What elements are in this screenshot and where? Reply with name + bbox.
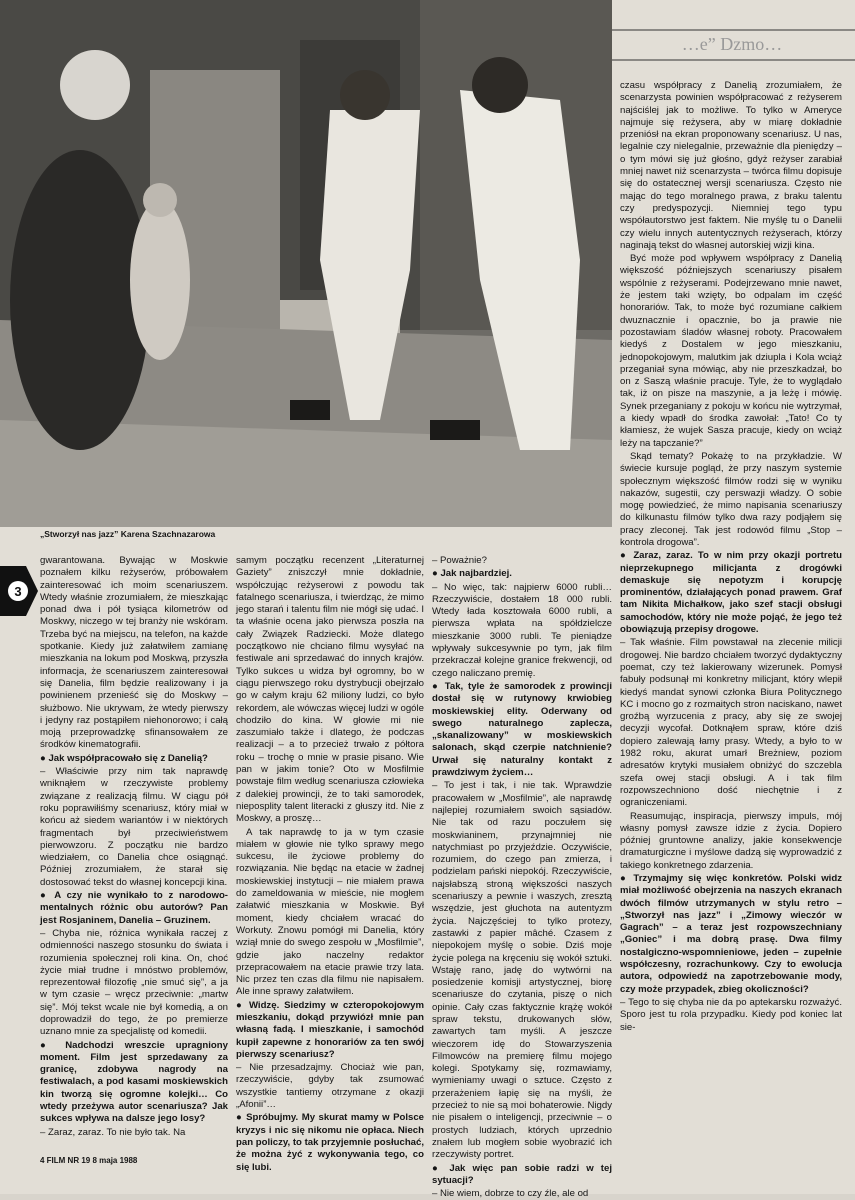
article-paragraph: samym początku recenzent „Literaturnej Gaziety” zniszczył mnie dokładnie, współczując reżyserowi z powodu tak fatalnego scenariusza, i twierdząc, że mimo jego starań i talentu film nie mógł się udać. I ta właśnie ocena jako pierwsza poszła na cały Związek Radziecki. Może dlatego początkowo nie chciano filmu wysyłać na festiwale ani sprzedawać do innych krajów. Tylko sukces u widza był ogromny, bo w ciągu pierwszego roku dystrybucji obejrzało go w całym kraju 62 miliony ludzi, co było rekordem, ale wówczas więcej ludzi w ogóle chodziło do kina. W głowie mi nie zaszumiało także i dlatego, że podczas realizacji – a to przecież trwało z półtora roku – trochę o mnie w prasie pisano. Wie pan w jakim tonie? Oto w Mosfilmie powstaje film według scenariusza człowieka z dalekiej prowincji, że to taki samorodek, nieposplity talent literacki z głuszy itd. Nie z Moskwy, a proszę… bbox=[236, 555, 424, 825]
column-3 bbox=[432, 555, 612, 1200]
page-number: 3 bbox=[14, 584, 22, 599]
article-paragraph: – Właściwie przy nim tak naprawdę wniknąłem w rzeczywiste problemy związane z realizacją filmu. W ciągu pół roku poprawiłiśmy scenariusz, który miał w końcu aż siedem wariantów i w niektórych fragmentach był przeciwieństwem pierwowzoru. Z początku nie bardzo wiedziałem, co Danelia chce osiągnąć. Później zrozumiałem, że starał się dostosować tekst do własnej koncepcji kina. bbox=[40, 766, 228, 888]
right-column bbox=[620, 80, 842, 1180]
article-paragraph: A tak naprawdę to ja w tym czasie miałem w głowie nie tylko sprawy mego sukcesu, ile życiowe problemy do rozwiązania. Nie będąc na etacie w żadnej moskiewskiej instytucji – nie miałem prawa do zameldowania w mieście, nie mogłem załatwić mieszkania w Moskwie. Był moment, kiedy chciałem wracać do Workuty. Znowu pomógł mi Danelia, który wziął mnie do swego zespołu w „Mosfilmie”, gdzie jako naczelny redaktor przepracowałem na etacie prawie trzy lata. Nic przez ten czas dla filmu nie napisałem. Ale inne sprawy załatwiłem. bbox=[236, 826, 424, 998]
article-paragraph: Skąd tematy? Pokażę to na przykładzie. W świecie kursuje pogląd, że przy naszym systemie społecznym większość filmów rodzi się w wyniku nakazów, sugestii, czy perswazji władzy. O sobie mogę powiedzieć, że mimo napisania scenariuszy do kilkunastu filmów tylko dwa razy podjąłem się pracy zleconej. Tak jest rodowód filmu „Stop – kontrola drogowa”. bbox=[620, 450, 842, 548]
article-paragraph: czasu współpracy z Danelią zrozumiałem, że scenarzysta powinien współpracować z reżyserem najściślej jak to możliwe. To tylko w Ameryce najmuje się reżysera, aby w miarę dokładnie przeniósł na ekran proponowany scenariusz. U nas, legalnie czy nielegalnie, przeważnie dla pieniędzy – o tym mówi się już głośno, gdyż reżyser zarabiał mniej nawet niż scenarzysta – twórca filmu dopisuje się do ostatecznej wersji scenariusza. Często nie mając do tego moralnego prawa, z braku talentu czy predyspozycji. Niemniej tego typu współautorstwo jest faktem. Nie myślę tu o Danelii czy wielu innych autentycznych reżyserach, którzy naginają tekst do własnej autorskiej wizji kina. bbox=[620, 80, 842, 251]
footer: 4 FILM NR 19 8 maja 1988 bbox=[40, 1156, 138, 1165]
article-paragraph: – Tak właśnie. Film powstawał na zlecenie milicji drogowej. Nie bardzo chciałem tworzyć dydaktyczny poemat, czy też lakierowany wizerunek. Pomysł fabuły podsunął mi konkretny milicjant, który wlepił kiedyś mandat synowi członka Biura Politycznego KC i mocno go z rozmaitych stron naciskano, nawet groźbą wyrzucenia z pracy, aby się ze swojej decyzji wycofał. Dotknąłem spraw, które dziś dopiero zalewają łamy prasy. Wtedy, a było to w 1982 roku, akurat umarł Breżniew, poziom adresatów krytyki musiałem obniżyć do szczebla szefa owej stacji obsługi. A i tak film rozpowszechniono dość niechętnie i z ograniczeniami. bbox=[620, 637, 842, 809]
article-paragraph: – Nie przesadzajmy. Chociaż wie pan, rzeczywiście, gdyby tak zsumować wszystkie tantiemy otrzymane z okazji „Afonii”… bbox=[236, 1062, 424, 1111]
interview-question: ● Trzymajmy się więc konkretów. Polski widz miał możliwość obejrzenia na naszych ekranach dwóch filmów utrzymanych w stylu retro – „Stworzył nas jazz” i „Zimowy wieczór w Gagrach” – a teraz jest rozpowszechniany „Goniec” i ma dobrą prasę. Dwa filmy nostalgiczno-wspomnieniowe, jeden – zupełnie współczesny, rozrachunkowy. Czy to ewolucja autora, odpowiedź na zapotrzebowanie mody, czy może przypadek, zbieg okoliczności? bbox=[620, 873, 842, 996]
article-paragraph: – Poważnie? bbox=[432, 555, 487, 566]
interview-question: ● Zaraz, zaraz. To w nim przy okazji portretu nieprzekupnego milicjanta z drogówki demaskuje się nepotyzm i korupcję prominentów, działających ponad prawem. Graf tam Nikita Michałkow, jako szef stacji obsługi samochodów, który nie może pojąć, że jego też obowiązują przepisy drogowe. bbox=[620, 550, 842, 636]
interview-question: ● Jak najbardziej. bbox=[432, 568, 612, 580]
interview-question: ● Nadchodzi wreszcie upragniony moment. Film jest sprzedawany za granicę, zdobywa nagrody na festiwalach, a pod kasami moskiewskich kin tworzą się ogromne kolejki… Co wtedy przeżywa autor scenariusza? Jak sukces wpływa na dalsze jego losy? bbox=[40, 1040, 228, 1126]
film-still-photo bbox=[0, 0, 612, 527]
column-1 bbox=[40, 555, 228, 1155]
interview-question: ● Tak, tyle że samorodek z prowincji dostał się w rutynowy krwiobieg moskiewskiej elity. Oderwany od swego naturalnego zaplecza, „skanalizowany” w moskiewskich salonach, skąd czerpie natchnienie? Urwał się naturalny kontakt z prawdziwym życiem… bbox=[432, 681, 612, 779]
header-fragment bbox=[612, 0, 855, 80]
column-2 bbox=[236, 555, 425, 1173]
interview-question: ● Jak więc pan sobie radzi w tej sytuacji? bbox=[432, 1163, 612, 1188]
page-number-badge bbox=[0, 566, 38, 616]
interview-question: ● Spróbujmy. My skurat mamy w Polsce kryzys i nic się nikomu nie opłaca. Niech pan policzy, to tak przyjemnie posłuchać, że można żyć z wykonywania tego, co się lubi. bbox=[236, 1112, 424, 1173]
interview-question: ● A czy nie wynikało to z narodowo-mentalnych różnic obu autorów? Pan jest Rosjaninem, Danelia – Gruzinem. bbox=[40, 890, 228, 927]
article-paragraph: – Chyba nie, różnica wynikała raczej z odmienności naszego stosunku do świata i rozumienia społecznej roli kina. On, choć życie miał trudne i mnóstwo problemów, reprezentował filozofię „nie smuć się”, a ja w tym czasie – wręcz przeciwnie: „martw się”. Mój tekst wcale nie był komedią, a on doprowadził do tego, że po premierze uznano mnie za specjalistę od komedii. bbox=[40, 927, 228, 1038]
article-paragraph: – Nie wiem, dobrze to czy źle, ale od bbox=[432, 1188, 589, 1200]
article-paragraph: Być może pod wpływem współpracy z Danelią większość późniejszych scenariuszy pisałem wspólnie z reżyserami. Podejrzewano mnie nawet, że jestem taki wzięty, bo odpalam im część honorariów. Tak, to może być rozumiane całkiem dwuznacznie i opacznie, bo ja prawie nie pozostawiam śladów własnej roboty. Pracowałem kiedyś z Dostalem w jego mieszkaniu, jednopokojowym, malutkim jak dziupla i Kola wciąż przeganiał syna mówiąc, aby nie przeszkadzał, bo on z Saszą właśnie pracuje. Tyle, że to wyglądało tak, iż on pisze na maszynie, a ja leżę i mówię. Synek przeganiany z pokoju w końcu nie wytrzymał, a kiedy wpadł do środka zawołał: „Tato! Co ty kłamiesz, że wujek Sasza pracuje, kiedy on wciąż leży na tapczanie?” bbox=[620, 253, 842, 449]
article-paragraph: – Zaraz, zaraz. To nie było tak. Na bbox=[40, 1126, 186, 1138]
header-fragment-text: …e” Dzmo… bbox=[681, 34, 783, 54]
article-paragraph: – No więc, tak: najpierw 6000 rubli… Rzeczywiście, dostałem 18 000 rubli. Wtedy łada kosztowała 6000 rubli, a pierwsza wpłata na spółdzielcze mieszkanie 3000 rubli. Te pieniądze wpływały sukcesywnie po tym, jak film przekraczał kolejne granice frekwencji, od czego naliczano premię. bbox=[432, 581, 612, 679]
interview-question: ● Widzę. Siedzimy w czteropokojowym mieszkaniu, dokąd przywiózł mnie pan własną fadą. I mieszkanie, i samochód kupił zapewne z honorariów za ten swój pierwszy scenariusz? bbox=[236, 1000, 424, 1061]
article-paragraph: Reasumując, inspiracja, pierwszy impuls, mój własny pomysł zawsze idzie z życia. Dopiero później gruntowne analizy, jakie konsekwencje dramaturgiczne i myślowe dadzą się wyprowadzić z takiego konkretnego zdarzenia. bbox=[620, 810, 842, 871]
interview-question: ● Jak współpracowało się z Danelią? bbox=[40, 753, 228, 765]
photo-caption: „Stworzył nas jazz” Karena Szachnazarowa bbox=[40, 529, 216, 539]
article-paragraph: – To jest i tak, i nie tak. Wprawdzie pracowałem w „Mosfilmie”, ale naprawdę najlepiej rozumiałem swoich sąsiadów. Nie tak od razu poczułem się moskwianinem, przynajmniej nie natychmiast po przyjeździe. Oczywiście, rozumiem, do czego pan zmierza, i podzielam pański niepokój. Rzeczywiście, najsłabszą stroną większości naszych scenariuszy a pewnie i waszych, zresztą wszędzie, jest głuchota na autentyzm życia. Najczęściej to tylko protezy, zastawki z papier mâché. Czasem z niepokojem myślę o sobie. Dziś moje życie polega na kręceniu się wokół sztuki. Wstaję rano, jadę do wytwórni na posiedzenie komisji artystycznej, biorę scenariusze do czytania, piszę o nich opinie. Cały czas faktycznie krążę wokół spraw tekstu, drukowanych słów, zawartych tam myśli. A jeszcze wieczorem idę do Stowarzyszenia Filmowców na premierę filmu mojego kolegi. Spotykamy się, rozmawiamy, wymieniamy uwagi o sztuce. Często z przerażeniem łapię się na myśli, że przecież to nie są moi bohaterowie. Nigdy nie pisałem o inteligencji, przeciwnie – o prostych ludziach, których uprzednio znałem lub mogłem sobie wyobrazić ich rzeczywisty portret. bbox=[432, 780, 612, 1161]
article-paragraph: gwarantowana. Bywając w Moskwie poznałem kilku reżyserów, próbowałem zainteresować ich moim scenariuszem. Wtedy właśnie zrozumiałem, że mieszkając ponad dwa i pół tysiąca kilometrów od Moskwy, niczego w tej branży nie wskóram. Trzeba być na miejscu, na telefon, na każde spotkanie. Kiedy już załatwiłem zamianę mieszkania na lokum pod Moskwą, przyszła informacja, że scenariuszem zainteresował się Danelia, film będzie realizowany i ja powinienem przenieść się do Moskwy – służbowo. Nie ukrywam, że wtedy pierwszy i jedyny raz postąpiłem niehonorowo; i całą moją przeprowadzkę sfinansowałem ze środków kinematografii. bbox=[40, 555, 228, 751]
article-paragraph: – Tego to się chyba nie da po aptekarsku rozważyć. Sporo jest tu rola przypadku. Kiedy pod koniec lat sie- bbox=[620, 996, 842, 1033]
